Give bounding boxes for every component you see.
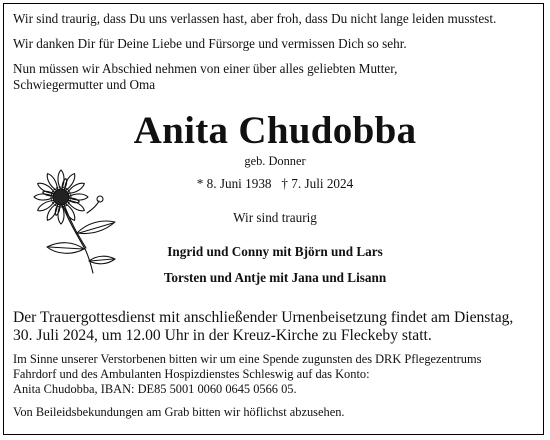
service-line-2: 30. Juli 2024, um 12.00 Uhr in der Kreuz-Kirche zu Fleckeby statt. <box>13 327 432 344</box>
intro-line-3a: Nun müssen wir Abschied nehmen von einer über alles geliebten Mutter, <box>13 61 398 76</box>
mourners-intro: Wir sind traurig <box>233 210 317 225</box>
deceased-name: Anita Chudobba <box>133 109 417 152</box>
mourners-line-2: Torsten und Antje mit Jana und Lisann <box>163 270 387 285</box>
life-dates: * 8. Juni 1938 † 7. Juli 2024 <box>196 176 354 191</box>
closing-note: Von Beileidsbekundungen am Grab bitten wir höflichst abzusehen. <box>13 405 345 419</box>
maiden-name: geb. Donner <box>244 154 306 168</box>
intro-line-2: Wir danken Dir für Deine Liebe und Fürsorge und vermissen Dich so sehr. <box>13 36 407 51</box>
mourners-line-1: Ingrid und Conny mit Björn und Lars <box>167 244 383 259</box>
intro-line-3b: Schwiegermutter und Oma <box>13 77 156 92</box>
intro-line-1: Wir sind traurig, dass Du uns verlassen hast, aber froh, dass Du nicht lange leiden musstest. <box>13 11 497 26</box>
donation-line-3: Anita Chudobba, IBAN: DE85 5001 0060 0645 0566 05. <box>13 382 297 396</box>
donation-line-1: Im Sinne unserer Verstorbenen bitten wir um eine Spende zugunsten des DRK Pflegezentrums <box>13 352 482 366</box>
donation-line-2: Fahrdorf und des Ambulanten Hospizdienstes Schleswig auf das Konto: <box>13 367 370 381</box>
service-line-1: Der Trauergottesdienst mit anschließender Urnenbeisetzung findet am Dienstag, <box>13 309 514 326</box>
